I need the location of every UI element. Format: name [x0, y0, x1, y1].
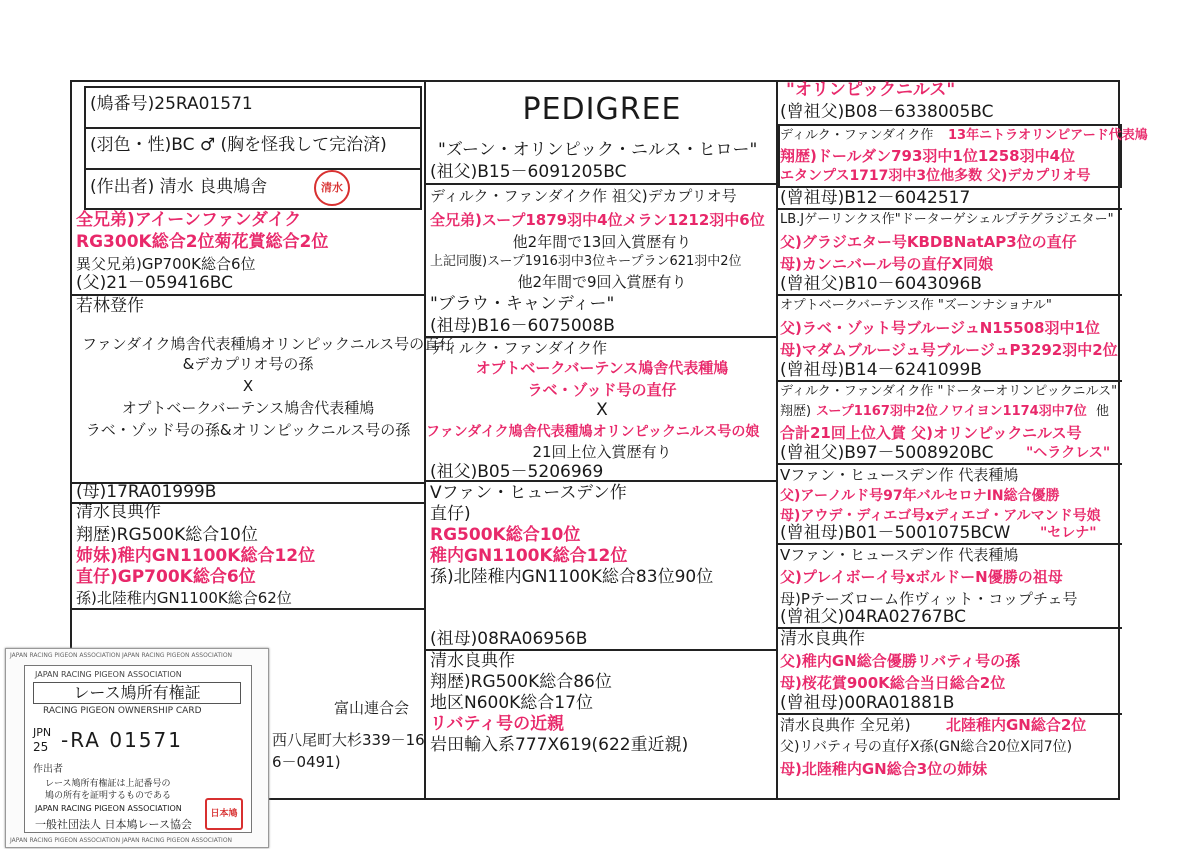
- half-sibling: 異父兄弟)GP700K総合6位: [76, 255, 256, 273]
- ggd3-breeder: Vファン・ヒュースデン作 代表種鳩: [780, 546, 1019, 564]
- ggs2-sire: 父)ラベ・ゾット号ブルージュN15508羽中1位: [780, 319, 1100, 337]
- ggs3-breeder: Vファン・ヒュースデン作 代表種鳩: [780, 466, 1019, 484]
- ggd2-record: スープ1167羽中2位ノワイヨン1174羽中7位: [816, 404, 1087, 419]
- ggd3-ring: (曾祖母)B01－5001075BCW: [780, 523, 1011, 543]
- column-grandparents: [424, 82, 778, 798]
- ggd4-breeder: 清水良典作 全兄弟): [780, 716, 911, 734]
- granddam2-relation: リバティ号の近親: [430, 714, 565, 734]
- granddam2-line: 岩田輸入系777X619(622重近親): [430, 735, 689, 755]
- ggd2-breeder: ディルク・ファンダイク作 "ドーターオリンピックニルス": [780, 384, 1118, 399]
- grandsire2-direct: 直仔): [430, 504, 471, 524]
- dam-ring: (母)17RA01999B: [76, 482, 217, 502]
- ggs2-dam: 母)マダムブルージュ号ブルージュP3292羽中2位: [780, 341, 1118, 359]
- dam-breeder: 清水良典作: [76, 502, 161, 522]
- card-year: 25: [33, 740, 49, 754]
- ggs1-title: 13年ニトラオリンピアード代表鳩: [948, 128, 1148, 143]
- card-association-jp: 一般社団法人 日本鳩レース協会: [35, 818, 192, 831]
- ggs3-sire: 父)アーノルド号97年バルセロナIN総合優勝: [780, 488, 1060, 504]
- grandsire2-ring: (祖父)B05－5206969: [430, 462, 604, 482]
- dam-offspring: 直仔)GP700K総合6位: [76, 567, 256, 587]
- card-seal: 日本鳩: [205, 798, 243, 830]
- card-edge-bottom: JAPAN RACING PIGEON ASSOCIATION JAPAN RACING PIGEON ASSOCIATION: [10, 837, 233, 844]
- grandsire-breeder: ディルク・ファンダイク作 祖父)デカプリオ号: [430, 187, 737, 205]
- granddam-note-1: オプトベークバーテンス鳩舎代表種鳩: [475, 359, 729, 377]
- granddam2-record-2: 地区N600K総合17位: [430, 693, 593, 713]
- dam-grandchild: 孫)北陸稚内GN1100K総合62位: [76, 589, 292, 607]
- address-line-1: 西八尾町大杉339－16: [272, 731, 425, 749]
- granddam-breeder: ディルク・ファンダイク作: [430, 339, 608, 357]
- grandsire2-record-1: RG500K総合10位: [430, 525, 581, 545]
- granddam-cross: X: [596, 400, 608, 420]
- card-title-en: RACING PIGEON OWNERSHIP CARD: [43, 706, 202, 716]
- ggs1-ring: (曾祖父)B08－6338005BC: [780, 102, 994, 122]
- grandsire2-breeder: Vファン・ヒュースデン作: [430, 483, 627, 503]
- ggs4-breeder: 清水良典作: [780, 629, 865, 649]
- ggd3-name: "セレナ": [1040, 525, 1097, 541]
- ggd1-breeder: LB.Jゲーリンクス作"ドーターゲシェルプテグラジエター": [780, 212, 1114, 227]
- grandsire2-grandchild: 孫)北陸稚内GN1100K総合83位90位: [430, 567, 714, 587]
- grandsire-other-1: 他2年間で13回入賞歴有り: [512, 233, 692, 251]
- ggd3-dam: 母)Pテーズローム作ヴィット・コップチェ号: [780, 590, 1078, 608]
- ggs3-ring: (曾祖父)B97－5008920BC: [780, 443, 994, 463]
- club-name: 富山連合会: [334, 699, 410, 717]
- color-sex: (羽色・性)BC ♂ (胸を怪我して完治済): [90, 135, 387, 155]
- ggs1-record-1: 翔歴)ドールダン793羽中1位1258羽中4位: [780, 147, 1076, 165]
- ggs1-name: "オリンピックニルス": [786, 80, 956, 100]
- grandsire2-record-2: 稚内GN1100K総合12位: [430, 546, 628, 566]
- card-note-2: 鳩の所有を証明するものである: [45, 791, 172, 801]
- ggs4-sire: 父)稚内GN総合優勝リバティ号の孫: [780, 652, 1021, 670]
- card-association-en: JAPAN RACING PIGEON ASSOCIATION: [35, 804, 182, 813]
- card-brand: JAPAN RACING PIGEON ASSOCIATION: [35, 670, 182, 679]
- grandsire-other-2: 他2年間で9回入賞歴有り: [517, 273, 687, 291]
- ggd1-dam: 母)カンニバール号の直仔X同娘: [780, 255, 994, 273]
- granddam-name: "ブラウ・キャンディー": [430, 294, 615, 314]
- ggd2-record-more: 他: [1096, 404, 1110, 419]
- sire-note-1: ファンダイク鳩舎代表種鳩オリンピックニルス号の直仔: [82, 335, 455, 353]
- sire-breeder: 若林登作: [76, 296, 144, 316]
- card-note-1: レース鳩所有権証は上記番号の: [45, 779, 171, 789]
- granddam2-ring: (祖母)08RA06956B: [430, 629, 588, 649]
- ggd4-ring: (曾祖母)00RA01881B: [780, 693, 955, 713]
- ggd2-record-label: 翔歴): [780, 404, 812, 419]
- grandsire-ring: (祖父)B15－6091205BC: [430, 162, 627, 182]
- granddam-note-3: ファンダイク鳩舎代表種鳩オリンピックニルス号の娘: [426, 424, 760, 440]
- ggd1-ring: (曾祖母)B12－6042517: [780, 188, 971, 208]
- ring-number: (鳩番号)25RA01571: [90, 94, 253, 114]
- breeder: (作出者) 清水 良典鳩舎: [90, 177, 268, 197]
- card-code: JPN: [33, 726, 52, 739]
- ggs3-name: "ヘラクレス": [1026, 445, 1111, 461]
- granddam-ring: (祖母)B16－6075008B: [430, 316, 615, 336]
- breeder-seal: 清水: [314, 170, 350, 206]
- pedigree-title: PEDIGREE: [522, 92, 682, 127]
- sire-note-4: ラベ・ゾッド号の孫&オリンピックニルス号の孫: [85, 421, 411, 439]
- card-title: レース鳩所有権証: [33, 682, 241, 704]
- ggs4-ring: (曾祖父)04RA02767BC: [780, 607, 966, 627]
- sibling-results: RG300K総合2位菊花賞総合2位: [76, 232, 329, 252]
- ggd2-total: 合計21回上位入賞 父)オリンピックニルス号: [780, 424, 1082, 442]
- ggs1-breeder: ディルク・ファンダイク作: [780, 128, 934, 143]
- ggd4-dam: 母)北陸稚内GN総合3位の姉妹: [780, 760, 988, 778]
- column-great-grandparents: [776, 80, 1148, 798]
- ggs2-breeder: オプトベークバーテンス作 "ズーンナショナル": [780, 298, 1052, 313]
- grandsire-sibling: 全兄弟)スープ1879羽中4位メラン1212羽中6位: [430, 211, 765, 229]
- ggs1-record-2: エタンプス1717羽中3位他多数 父)デカプリオ号: [780, 168, 1091, 184]
- card-owner-label: 作出者: [33, 764, 63, 775]
- ggs2-ring: (曾祖父)B10－6043096B: [780, 274, 982, 294]
- card-edge-top: JAPAN RACING PIGEON ASSOCIATION JAPAN RACING PIGEON ASSOCIATION: [10, 652, 233, 659]
- grandsire-name: "ズーン・オリンピック・ニルス・ヒロー": [438, 140, 758, 160]
- sire-note-3: オプトベークバーテンス鳩舎代表種鳩: [121, 399, 375, 417]
- address-line-2: 6－0491): [272, 753, 341, 771]
- sibling-name: 全兄弟)アイーンファンダイク: [76, 210, 302, 230]
- ggd4-sire: 父)リバティ号の直仔X孫(GN総合20位X同7位): [780, 739, 1073, 755]
- granddam-note-4: 21回上位入賞歴有り: [532, 443, 672, 461]
- sire-note-2: &デカプリオ号の孫: [182, 355, 314, 373]
- ownership-card: [5, 648, 269, 848]
- card-ring-number: -RA 01571: [61, 728, 183, 752]
- dam-record: 翔歴)RG500K総合10位: [76, 525, 258, 545]
- granddam2-record-1: 翔歴)RG500K総合86位: [430, 672, 612, 692]
- granddam-note-2: ラベ・ゾッド号の直仔: [527, 381, 677, 399]
- card-inner: [24, 665, 252, 833]
- ggd3-sire: 父)プレイボーイ号xボルドーN優勝の祖母: [780, 568, 1063, 586]
- sire-cross: X: [242, 377, 254, 395]
- grandsire-sibling-2: 上記同腹)スープ1916羽中3位キープラン621羽中2位: [430, 254, 742, 269]
- sire-ring: (父)21－059416BC: [76, 273, 234, 293]
- granddam2-breeder: 清水良典作: [430, 651, 515, 671]
- ggd2-ring: (曾祖母)B14－6241099B: [780, 360, 982, 380]
- ggd4-sibling: 北陸稚内GN総合2位: [946, 716, 1087, 734]
- ggs3-dam: 母)アウデ・ディエゴ号xディエゴ・アルマンド号娘: [780, 508, 1101, 524]
- dam-siblings: 姉妹)稚内GN1100K総合12位: [76, 546, 316, 566]
- ggd1-sire: 父)グラジエター号KBDBNatAP3位の直仔: [780, 233, 1077, 251]
- ggs4-dam: 母)桜花賞900K総合当日総合2位: [780, 674, 1006, 692]
